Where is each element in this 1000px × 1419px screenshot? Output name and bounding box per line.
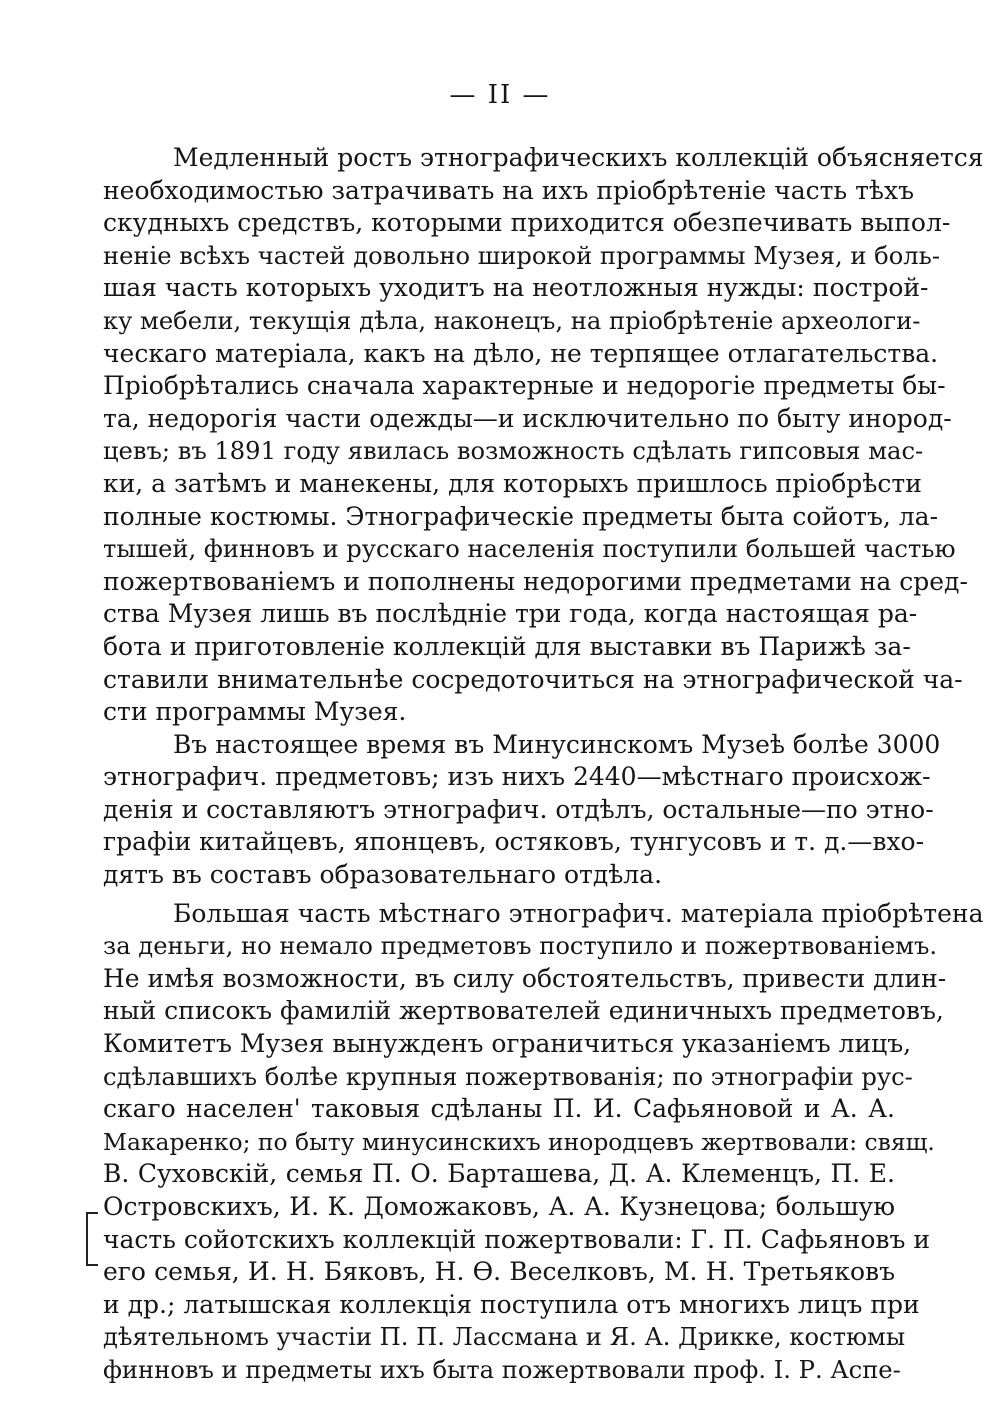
text-line: за деньги, но немало предметовъ поступило и пожертвованіемъ. xyxy=(103,932,938,961)
text-line: денія и составляютъ этнографич. отдѣлъ, остальные—по этно- xyxy=(103,794,934,824)
text-line: неніе всѣхъ частей довольно широкой программы Музея, и боль- xyxy=(103,241,940,270)
text-line: ку мебели, текущія дѣла, наконецъ, на пріобрѣтеніе археологи- xyxy=(103,306,921,335)
page-number-header: — II — xyxy=(449,80,551,110)
text-line: графіи китайцевъ, японцевъ, остяковъ, тунгусовъ и т. д.—вхо- xyxy=(103,827,925,857)
text-line: скудныхъ средствъ, которыми приходится обезпечивать выпол- xyxy=(103,208,951,238)
text-line: цевъ; въ 1891 году явилась возможность сдѣлать гипсовыя мас- xyxy=(103,437,924,466)
text-line: пожертвованіемъ и пополнены недорогими предметами на сред- xyxy=(103,566,968,596)
text-line: ный списокъ фамилій жертвователей единичныхъ предметовъ, xyxy=(103,996,944,1026)
text-line: В. Суховскій, семья П. О. Барташева, Д. А. Клеменцъ, П. Е. xyxy=(103,1159,895,1189)
text-line: и др.; латышская коллекція поступила отъ многихъ лицъ при xyxy=(103,1289,920,1319)
text-line: ставили внимательнѣе сосредоточиться на этнографической ча- xyxy=(103,664,963,694)
text-line: сдѣлавшихъ болѣе крупныя пожертвованія; по этнографіи рус- xyxy=(103,1062,913,1091)
text-line: бота и приготовленіе коллекцій для выставки въ Парижѣ за- xyxy=(103,631,911,661)
text-line: ки, а затѣмъ и манекены, для которыхъ пришлось пріобрѣсти xyxy=(103,468,922,498)
text-line: необходимостью затрачивать на ихъ пріобрѣтеніе часть тѣхъ xyxy=(103,175,914,205)
text-line: Макаренко; по быту минусинскихъ инородцевъ жертвовали: свящ. xyxy=(103,1127,935,1156)
text-line: сти программы Музея. xyxy=(103,697,407,727)
text-line: этнографич. предметовъ; изъ нихъ 2440—мѣстнаго происхож- xyxy=(103,762,931,792)
text-line: тышей, финновъ и русскаго населенія поступили большей частью xyxy=(103,535,956,564)
text-line: Въ настоящее время въ Минусинскомъ Музеѣ болѣе 3000 xyxy=(173,729,941,759)
text-line: Медленный ростъ этнографическихъ коллекцій объясняется xyxy=(173,143,984,172)
text-line: Комитетъ Музея вынужденъ ограничиться указаніемъ лицъ, xyxy=(103,1029,912,1059)
text-line: часть сойотскихъ коллекцій пожертвовали: Г. П. Сафьяновъ и xyxy=(103,1224,930,1254)
margin-bracket-mark xyxy=(86,1212,98,1266)
text-line: дѣятельномъ участіи П. П. Лассмана и Я. А. Дрикке, костюмы xyxy=(103,1323,906,1352)
text-line: та, недорогія части одежды—и исключительно по быту инород- xyxy=(103,403,952,433)
text-line: Большая часть мѣстнаго этнографич. матеріала пріобрѣтена xyxy=(173,898,984,928)
text-line: Пріобрѣтались сначала характерные и недорогіе предметы бы- xyxy=(103,371,946,401)
text-line: ства Музея лишь въ послѣдніе три года, когда настоящая ра- xyxy=(103,599,918,629)
body-text xyxy=(103,142,984,1387)
text-line: Островскихъ, И. К. Доможаковъ, А. А. Кузнецова; большую xyxy=(103,1192,895,1221)
text-line: полные костюмы. Этнографическіе предметы быта сойотъ, ла- xyxy=(103,501,939,531)
text-line: шая часть которыхъ уходитъ на неотложныя нужды: построй- xyxy=(103,273,929,303)
text-line: Не имѣя возможности, въ силу обстоятельствъ, привести длин- xyxy=(103,963,947,993)
text-line: скаго населен' таковыя сдѣланы П. И. Сафьяновой и А. А. xyxy=(103,1094,895,1124)
text-line: финновъ и предметы ихъ быта пожертвовали проф. І. Р. Аспе- xyxy=(103,1355,901,1384)
text-line: дятъ въ составъ образовательнаго отдѣла. xyxy=(103,860,663,890)
text-line: его семья, И. Н. Бяковъ, Н. Ѳ. Веселковъ, М. Н. Третьяковъ xyxy=(103,1257,895,1287)
text-line: ческаго матеріала, какъ на дѣло, не терпящее отлагательства. xyxy=(103,338,939,368)
